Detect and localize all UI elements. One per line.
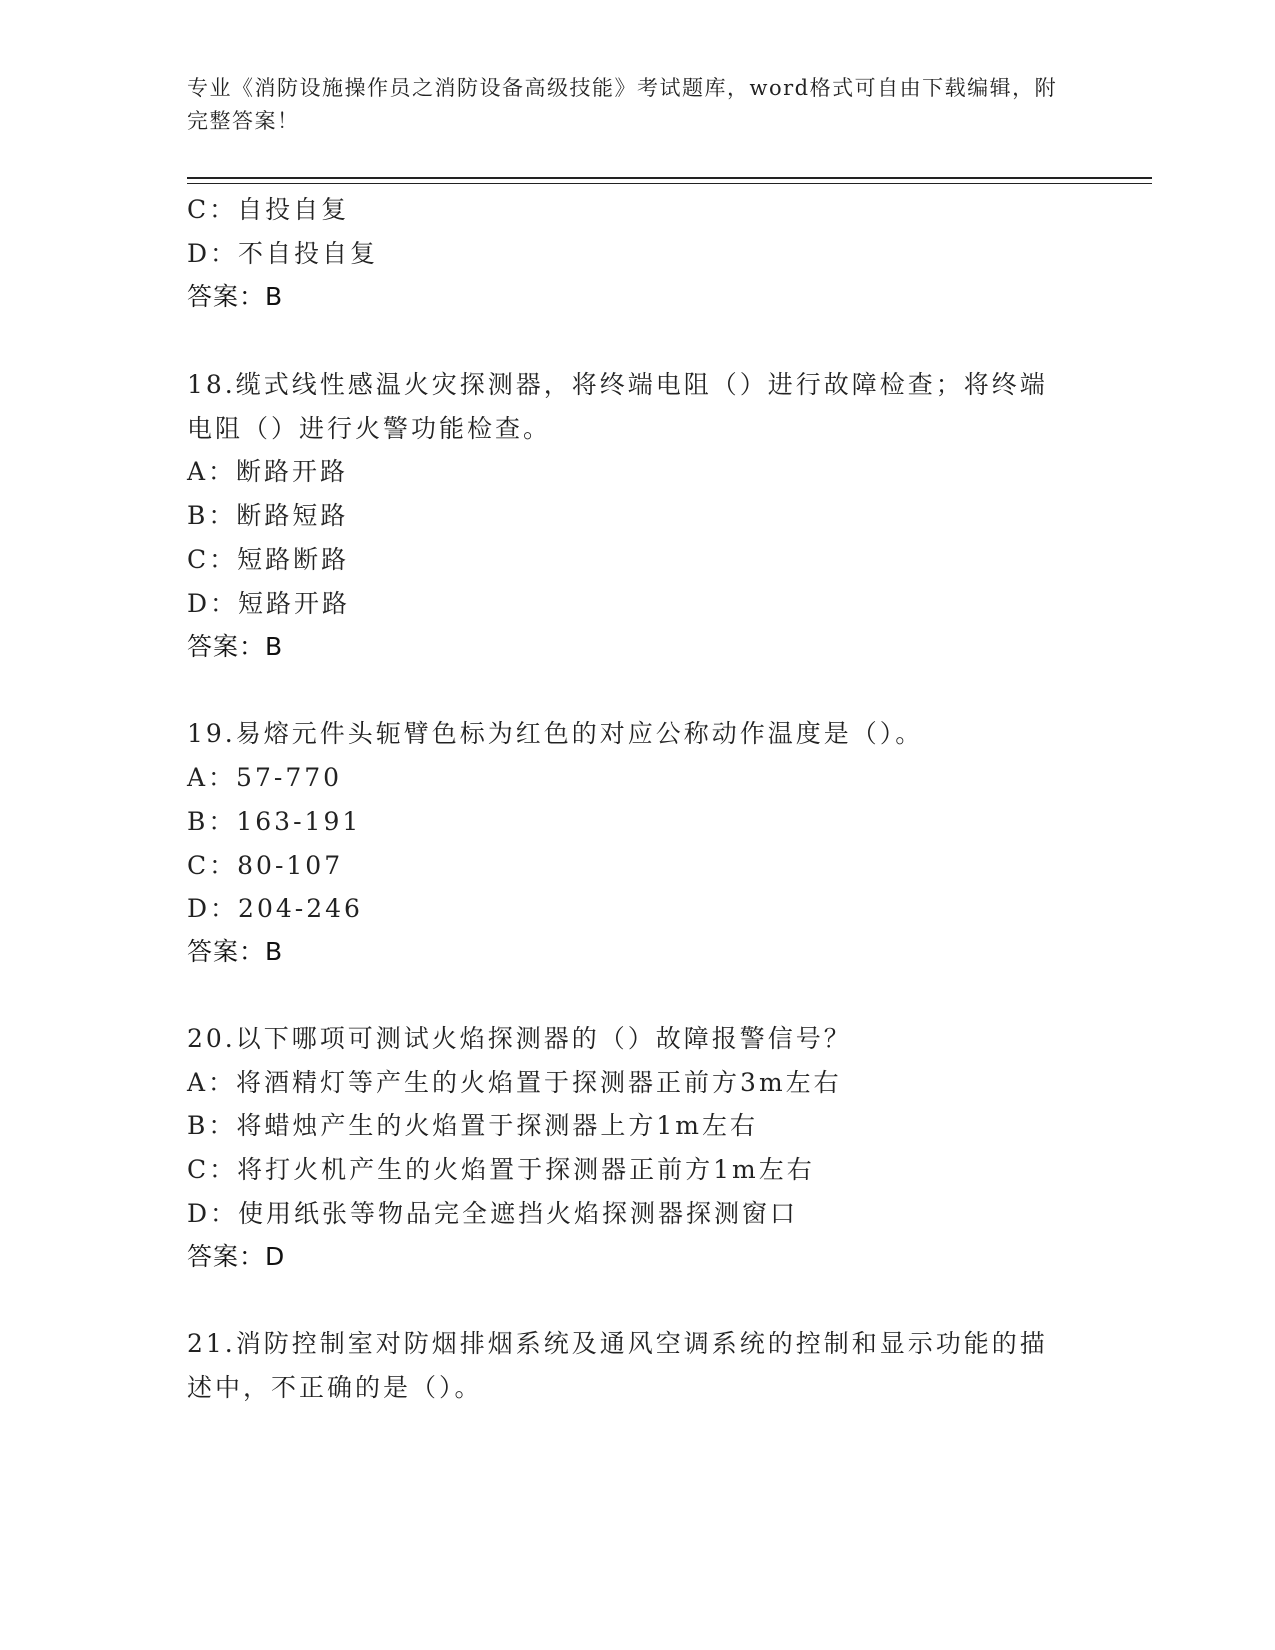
q18-stem-line-1: 18.缆式线性感温火灾探测器，将终端电阻（）进行故障检查；将终端 xyxy=(187,370,1048,399)
q18-option-a: A：断路开路 xyxy=(187,457,349,486)
q19-option-b: B：163-191 xyxy=(187,807,362,836)
q18-option-c: C：短路断路 xyxy=(187,545,350,574)
q20-option-b: B：将蜡烛产生的火焰置于探测器上方1m左右 xyxy=(187,1111,758,1140)
prev-option-d: D：不自投自复 xyxy=(187,239,379,268)
q20-option-a: A：将酒精灯等产生的火焰置于探测器正前方3m左右 xyxy=(187,1068,842,1097)
q19-option-d: D：204-246 xyxy=(187,894,363,923)
q19-option-a: A：57-770 xyxy=(187,763,343,792)
q20-option-c: C：将打火机产生的火焰置于探测器正前方1m左右 xyxy=(187,1155,815,1184)
q19-answer: 答案：B xyxy=(187,937,284,966)
q20-option-d: D：使用纸张等物品完全遮挡火焰探测器探测窗口 xyxy=(187,1199,799,1228)
q19-stem-line-1: 19.易熔元件头轭臂色标为红色的对应公称动作温度是（）。 xyxy=(187,719,924,748)
q18-option-d: D：短路开路 xyxy=(187,589,351,618)
q19-option-c: C：80-107 xyxy=(187,851,344,880)
prev-answer: 答案：B xyxy=(187,282,284,311)
q18-stem-line-2: 电阻（）进行火警功能检查。 xyxy=(187,414,552,443)
q20-answer: 答案：D xyxy=(187,1242,286,1271)
q21-stem-line-2: 述中，不正确的是（）。 xyxy=(187,1373,483,1402)
q21-stem-line-1: 21.消防控制室对防烟排烟系统及通风空调系统的控制和显示功能的描 xyxy=(187,1329,1048,1358)
prev-option-c: C：自投自复 xyxy=(187,195,350,224)
q18-answer: 答案：B xyxy=(187,632,284,661)
header-rule-thin xyxy=(187,183,1152,184)
document-header: 专业《消防设施操作员之消防设备高级技能》考试题库，word格式可自由下载编辑，附完整答案！ xyxy=(187,76,1058,133)
q20-stem-line-1: 20.以下哪项可测试火焰探测器的（）故障报警信号？ xyxy=(187,1024,852,1053)
header-rule-thick xyxy=(187,177,1152,179)
q18-option-b: B：断路短路 xyxy=(187,501,349,530)
